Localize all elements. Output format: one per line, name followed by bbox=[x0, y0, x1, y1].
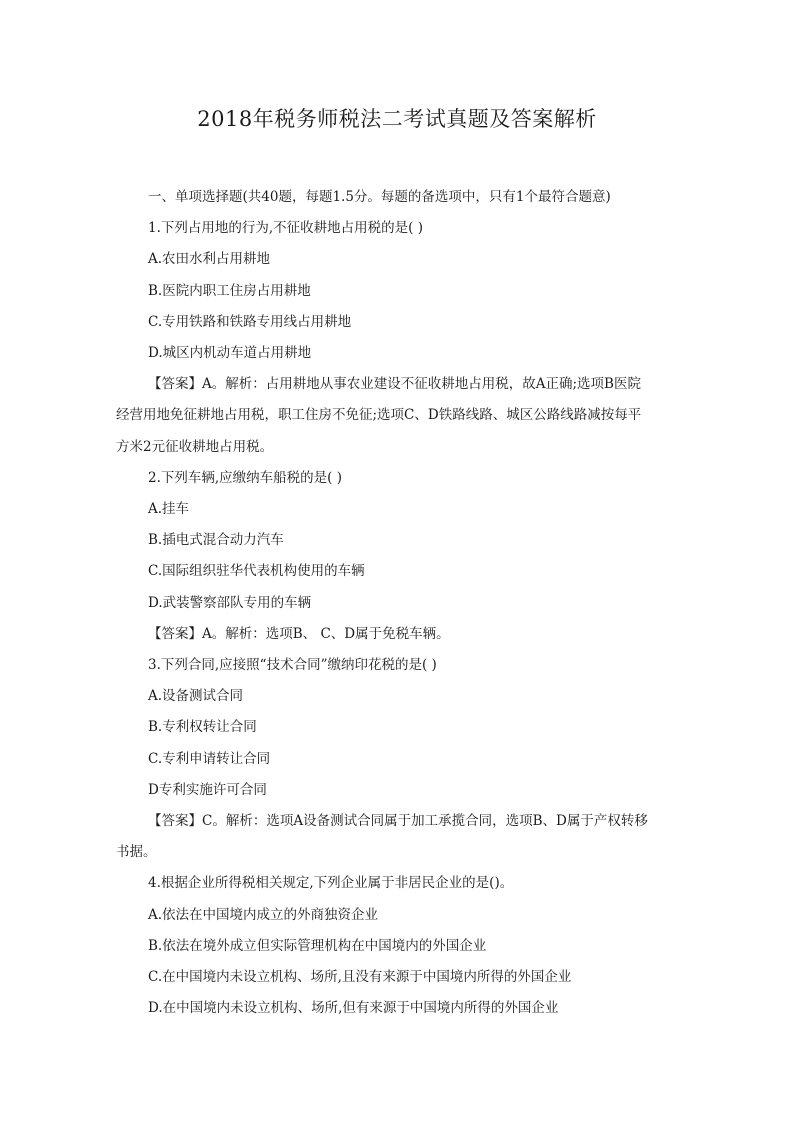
text-line: A.依法在中国境内成立的外商独资企业 bbox=[148, 906, 379, 923]
text-line: C.在中国境内未设立机构、场所,且没有来源于中国境内所得的外国企业 bbox=[148, 969, 572, 986]
text-line: 2.下列车辆,应缴纳车船税的是( ) bbox=[148, 469, 342, 486]
text-line: 4.根据企业所得税相关规定,下列企业属于非居民企业的是()。 bbox=[148, 875, 514, 892]
text-line: 一、单项选择题(共40题，每题1.5分。每题的备选项中，只有1个最符合题意) bbox=[148, 189, 611, 205]
text-line: D.在中国境内未设立机构、场所,但有来源于中国境内所得的外国企业 bbox=[148, 1000, 559, 1017]
text-line: 经营用地免征耕地占用税，职工住房不免征;选项C、D铁路线路、城区公路线路减按每平 bbox=[116, 407, 642, 424]
text-line: A.农田水利占用耕地 bbox=[148, 251, 271, 268]
text-line: B.插电式混合动力汽车 bbox=[148, 532, 284, 549]
text-line: D.武装警察部队专用的车辆 bbox=[148, 594, 312, 611]
text-line: B.依法在境外成立但实际管理机构在中国境内的外国企业 bbox=[148, 937, 487, 954]
text-line: C.专用铁路和铁路专用线占用耕地 bbox=[148, 313, 352, 330]
text-line: 【答案】C。解析：选项A设备测试合同属于加工承揽合同，选项B、D属于产权转移 bbox=[148, 813, 648, 830]
text-line: 【答案】A。解析：占用耕地从事农业建设不征收耕地占用税，故A正确;选项B医院 bbox=[148, 376, 641, 393]
text-line: 【答案】A。解析：选项B、 C、D属于免税车辆。 bbox=[148, 625, 450, 642]
page-title: 2018年税务师税法二考试真题及答案解析 bbox=[197, 107, 597, 131]
text-line: C.专利申请转让合同 bbox=[148, 750, 271, 767]
text-line: B.专利权转让合同 bbox=[148, 719, 257, 736]
text-line: D.城区内机动车道占用耕地 bbox=[148, 345, 312, 362]
text-line: 3.下列合同,应接照“技术合同”缴纳印花税的是( ) bbox=[148, 657, 437, 674]
text-line: 1.下列占用地的行为,不征收耕地占用税的是( ) bbox=[148, 220, 423, 237]
text-line: C.国际组织驻华代表机构使用的车辆 bbox=[148, 563, 365, 580]
text-line: D专利实施许可合同 bbox=[148, 781, 267, 798]
text-line: 方米2元征收耕地占用税。 bbox=[116, 438, 274, 455]
text-line: B.医院内职工住房占用耕地 bbox=[148, 282, 311, 299]
text-line: A.挂车 bbox=[148, 501, 190, 518]
document-body bbox=[116, 182, 676, 1024]
text-line: A.设备测试合同 bbox=[148, 688, 244, 705]
text-line: 书据。 bbox=[116, 844, 157, 861]
